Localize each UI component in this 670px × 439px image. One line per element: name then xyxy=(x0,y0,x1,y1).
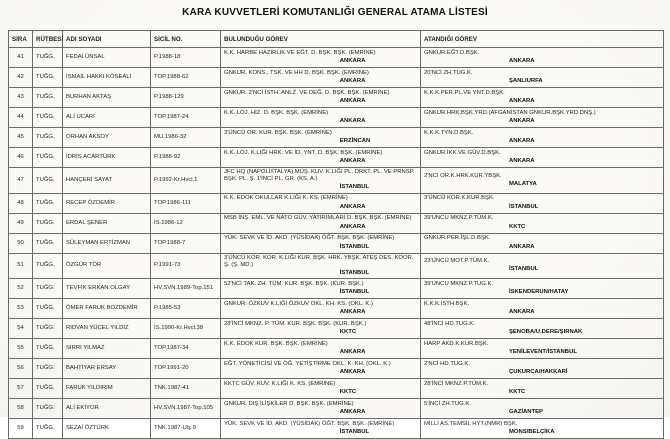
duty-location: GAZİANTEP xyxy=(508,409,543,416)
duty-location: İSTANBUL xyxy=(339,270,370,277)
duty-location: İSTANBUL xyxy=(339,429,370,436)
duty-text: GNKUR. KONS., TSK. VE HH D. BŞK. BŞK. (EMRİNE) xyxy=(224,69,369,76)
duty-location: ANKARA xyxy=(339,78,366,84)
cell-atandigi-gorev xyxy=(421,379,664,399)
duty-location: ANKARA xyxy=(339,158,366,164)
cell-bulundugu-gorev xyxy=(221,193,421,213)
duty-location: ERZİNCAN xyxy=(339,138,371,144)
duty-location: ANKARA xyxy=(339,98,366,104)
cell-sicil-no: TNK.1987-Ulş.9 xyxy=(151,419,221,439)
cell-adi-soyadi: BURHAN AKTAŞ xyxy=(63,88,151,108)
assignment-table xyxy=(8,30,664,439)
duty-text: K.K. HARBE HAZIRLIK VE EĞT. D. BŞK. BŞK. (EMRİNE) xyxy=(224,49,376,56)
cell-adi-soyadi: ALİ UCARI xyxy=(63,108,151,128)
duty-text: 23'ÜNCÜ MOT.P.TÜM.K. xyxy=(424,258,490,265)
table-row xyxy=(9,379,664,399)
cell-sira: 55 xyxy=(9,339,33,359)
cell-bulundugu-gorev xyxy=(221,48,421,68)
table-row xyxy=(9,253,664,279)
table-row xyxy=(9,233,664,253)
table-row xyxy=(9,88,664,108)
cell-sicil-no: TOP.1991-20 xyxy=(151,359,221,379)
cell-bulundugu-gorev xyxy=(221,299,421,319)
cell-rutbe: TUĞG. xyxy=(33,108,63,128)
cell-atandigi-gorev xyxy=(421,399,664,419)
column-header-sicil-no: SİCİL NO. xyxy=(151,31,221,48)
cell-atandigi-gorev xyxy=(421,48,664,68)
table-row xyxy=(9,213,664,233)
cell-sicil-no: P.1985-53 xyxy=(151,299,221,319)
cell-sicil-no: İS.1986-12 xyxy=(151,213,221,233)
cell-adi-soyadi: ÖMER FARUK BOZDEMİR xyxy=(63,299,151,319)
cell-rutbe: TUĞG. xyxy=(33,399,63,419)
table-row xyxy=(9,359,664,379)
cell-sicil-no: P.1988-18 xyxy=(151,48,221,68)
duty-location: ANKARA xyxy=(339,349,366,356)
table-row xyxy=(9,319,664,339)
duty-text: 3'ÜNCÜ KOR. KOR. K.LIĞI KUR. BŞK. HRK. YBŞK. ATEŞ DES. KOOR. Ş. (Ş. MD.) xyxy=(224,254,414,268)
cell-sicil-no: TOP.1986-111 xyxy=(151,193,221,213)
cell-rutbe: TUĞG. xyxy=(33,68,63,88)
table-row xyxy=(9,399,664,419)
duty-location: İSTANBUL xyxy=(339,243,370,250)
cell-sicil-no: İS.1990-Kr.Hvcl.38 xyxy=(151,319,221,339)
cell-rutbe: TUĞG. xyxy=(33,359,63,379)
cell-rutbe: TUĞG. xyxy=(33,299,63,319)
cell-sira: 46 xyxy=(9,148,33,168)
duty-location: KKTC xyxy=(339,329,357,336)
cell-atandigi-gorev xyxy=(421,279,664,299)
cell-sira: 56 xyxy=(9,359,33,379)
cell-bulundugu-gorev xyxy=(221,319,421,339)
cell-adi-soyadi: SIRRI YILMAZ xyxy=(63,339,151,359)
cell-bulundugu-gorev xyxy=(221,379,421,399)
duty-text: 48'İNCİ HD.TUG.K. xyxy=(424,321,475,328)
cell-rutbe: TUĞG. xyxy=(33,88,63,108)
duty-text: K.K. EDOK OKULLAR K.LIĞI K. KS. (EMRİNE) xyxy=(224,195,348,202)
cell-bulundugu-gorev xyxy=(221,108,421,128)
duty-location: ŞANLIURFA xyxy=(508,78,543,84)
cell-rutbe: TUĞG. xyxy=(33,279,63,299)
cell-rutbe: TUĞG. xyxy=(33,48,63,68)
duty-location: ANKARA xyxy=(339,309,366,316)
cell-sira: 57 xyxy=(9,379,33,399)
cell-adi-soyadi: ALİ EKİYOR xyxy=(63,399,151,419)
duty-location: YENİLEVENT/İSTANBUL xyxy=(508,349,577,356)
cell-sira: 52 xyxy=(9,279,33,299)
cell-atandigi-gorev xyxy=(421,419,664,439)
duty-location: ANKARA xyxy=(339,58,366,64)
cell-atandigi-gorev xyxy=(421,88,664,108)
duty-text: YÜK. SEVK VE İD. AKD. (YÜSİDAK) ÖĞT. BŞK. BŞK. (EMRİNE) xyxy=(224,421,395,428)
duty-location: ANKARA xyxy=(508,138,535,144)
cell-bulundugu-gorev xyxy=(221,253,421,279)
cell-bulundugu-gorev xyxy=(221,128,421,148)
duty-text: 20'NCİ ZH.TUG.K. xyxy=(424,69,473,76)
duty-location: MONS/BELÇİKA xyxy=(508,429,555,436)
duty-location: ANKARA xyxy=(339,203,366,210)
duty-text: K.K.K.TYN.D.BŞK. xyxy=(424,129,474,136)
duty-location: ÇUKURCA/HAKKARİ xyxy=(508,369,568,376)
cell-adi-soyadi: BAHTİYAR ERSAY xyxy=(63,359,151,379)
table-row xyxy=(9,299,664,319)
cell-atandigi-gorev xyxy=(421,168,664,194)
column-header-rutbesi: RÜTBESİ xyxy=(33,31,63,48)
cell-sicil-no: TOP.1987-24 xyxy=(151,108,221,128)
duty-text: 39'UNCU MKNZ.P.TÜM.K. xyxy=(424,215,494,222)
duty-location: İSKENDERUN/HATAY xyxy=(508,289,569,296)
cell-atandigi-gorev xyxy=(421,359,664,379)
cell-atandigi-gorev xyxy=(421,108,664,128)
duty-text: 2'NCİ HD.TUG.K. xyxy=(424,361,470,368)
cell-sicil-no: TNK.1987-41 xyxy=(151,379,221,399)
cell-sicil-no: TOP.1988-62 xyxy=(151,68,221,88)
cell-adi-soyadi: İSMAİL HAKKI KÖSEALİ xyxy=(63,68,151,88)
table-row xyxy=(9,148,664,168)
cell-bulundugu-gorev xyxy=(221,88,421,108)
duty-location: ANKARA xyxy=(508,158,535,164)
cell-adi-soyadi: HANÇERİ SAYAT xyxy=(63,168,151,194)
duty-text: YÜK. SEVK VE İD. AKD. (YÜSİDAK) ÖĞT. BŞK. BŞK. (EMRİNE) xyxy=(224,235,395,242)
cell-sicil-no: P.1988-92 xyxy=(151,148,221,168)
duty-location: ANKARA xyxy=(508,243,535,250)
cell-bulundugu-gorev xyxy=(221,68,421,88)
duty-text: 5'İNCİ ZH.TUG.K. xyxy=(424,401,471,408)
cell-rutbe: TUĞG. xyxy=(33,339,63,359)
cell-atandigi-gorev xyxy=(421,148,664,168)
cell-adi-soyadi: FARUK YILDIRIM xyxy=(63,379,151,399)
duty-text: 2'NCİ OR.K.HRK.KUR.YBŞK. xyxy=(424,172,502,179)
duty-location: ŞENOBA/U.DERE/ŞIRNAK xyxy=(508,329,583,336)
cell-sira: 58 xyxy=(9,399,33,419)
duty-location: ANKARA xyxy=(508,58,535,64)
cell-rutbe: TUĞG. xyxy=(33,319,63,339)
duty-text: K.K. LOJ. HİZ. D. BŞK. BŞK. (EMRİNE) xyxy=(224,109,329,116)
table-row xyxy=(9,193,664,213)
duty-text: 28'İNCİ MKNZ. P. TÜM. KUR. BŞK. BŞK. (KUR. BŞK.) xyxy=(224,321,367,328)
duty-text: 52'NCİ TAK. ZH. TÜM. KUR. BŞK. BŞK. (KUR. BŞK.) xyxy=(224,281,364,288)
cell-atandigi-gorev xyxy=(421,68,664,88)
cell-rutbe: TUĞG. xyxy=(33,128,63,148)
duty-text: 39'UNCU MKNZ.P.TUG.K. xyxy=(424,281,494,288)
cell-sira: 48 xyxy=(9,193,33,213)
cell-bulundugu-gorev xyxy=(221,148,421,168)
cell-rutbe: TUĞG. xyxy=(33,419,63,439)
duty-text: MİLLİ AS.TEMSİL HYT.(NMR) BŞK. xyxy=(424,421,518,428)
duty-text: HARP AKD.K.KUR.BŞK. xyxy=(424,341,489,348)
cell-sicil-no: P.1988-129 xyxy=(151,88,221,108)
cell-bulundugu-gorev xyxy=(221,233,421,253)
column-header-bulundugu-gorev: BULUNDUĞU GÖREV xyxy=(221,31,421,48)
duty-text: K.K.K.PER.PL.VE YNT.D.BŞK. xyxy=(424,89,505,96)
duty-text: GNKUR.EĞT.D.BŞK. xyxy=(424,49,480,56)
duty-location: ANKARA xyxy=(339,223,366,230)
table-row xyxy=(9,108,664,128)
duty-text: K.K. EDOK KUR. BŞK. BŞK. (EMRİNE) xyxy=(224,341,328,348)
cell-sira: 59 xyxy=(9,419,33,439)
cell-sira: 53 xyxy=(9,299,33,319)
duty-text: MSB İNŞ. EML. VE NATO GÜV. YATIRIMLARI D. BŞK. BŞK. (EMRİNE) xyxy=(224,215,412,222)
duty-location: İSTANBUL xyxy=(339,289,370,296)
cell-sira: 45 xyxy=(9,128,33,148)
duty-location: MALATYA xyxy=(508,180,537,187)
duty-text: 3'ÜNCÜ OR. KUR. BŞK. BŞK. (EMRİNE) xyxy=(224,129,332,136)
cell-adi-soyadi: ERDAL ŞENER xyxy=(63,213,151,233)
cell-atandigi-gorev xyxy=(421,128,664,148)
cell-sicil-no: TOP.1988-7 xyxy=(151,233,221,253)
cell-bulundugu-gorev xyxy=(221,419,421,439)
cell-sicil-no: P.1992-Kr.Hvcl.1 xyxy=(151,168,221,194)
duty-text: K.K.K.İSTH.BŞK. xyxy=(424,301,470,308)
duty-location: İSTANBUL xyxy=(508,266,539,273)
duty-location: ANKARA xyxy=(508,118,535,124)
cell-sira: 44 xyxy=(9,108,33,128)
cell-bulundugu-gorev xyxy=(221,339,421,359)
cell-sicil-no: HV.SVN.1989-Top.151 xyxy=(151,279,221,299)
cell-rutbe: TUĞG. xyxy=(33,213,63,233)
cell-sira: 51 xyxy=(9,253,33,279)
cell-rutbe: TUĞG. xyxy=(33,193,63,213)
cell-atandigi-gorev xyxy=(421,233,664,253)
table-header-row xyxy=(9,31,664,48)
cell-bulundugu-gorev xyxy=(221,359,421,379)
duty-text: GNKUR. 2'NCİ İSTH. ANLZ. VE DEĞ. D. BŞK. BŞK. (EMRİNE) xyxy=(224,89,390,96)
duty-location: KKTC xyxy=(339,389,357,396)
cell-sicil-no: TOP.1987-34 xyxy=(151,339,221,359)
cell-adi-soyadi: ORHAN AKSOY xyxy=(63,128,151,148)
duty-text: JFC HQ (NAPOLİ/İTALYA) MÜŞ. KUV. K.LIĞI PL. DRKT. PL. VE PRNSP. BŞK. PL. Ş. 1'İNCİ PL. GR. (KS. A.) xyxy=(224,169,415,183)
cell-sira: 42 xyxy=(9,68,33,88)
cell-rutbe: TUĞG. xyxy=(33,253,63,279)
duty-location: ANKARA xyxy=(508,309,535,316)
cell-adi-soyadi: RIDVAN YÜCEL YILDIZ xyxy=(63,319,151,339)
duty-location: ANKARA xyxy=(339,118,366,124)
table-row xyxy=(9,339,664,359)
table-row xyxy=(9,48,664,68)
cell-adi-soyadi: RECEP ÖZDEMİR xyxy=(63,193,151,213)
cell-sicil-no: MU.1986-32 xyxy=(151,128,221,148)
cell-rutbe: TUĞG. xyxy=(33,233,63,253)
column-header-atandigi-gorev: ATANDIĞI GÖREV xyxy=(421,31,664,48)
cell-atandigi-gorev xyxy=(421,253,664,279)
duty-location: KKTC xyxy=(508,223,526,230)
cell-bulundugu-gorev xyxy=(221,399,421,419)
cell-sicil-no: P.1991-73 xyxy=(151,253,221,279)
cell-adi-soyadi: SÜLEYMAN ERTİZMAN xyxy=(63,233,151,253)
duty-text: GNKUR.PER.İŞL.D.BŞK. xyxy=(424,235,491,242)
cell-bulundugu-gorev xyxy=(221,279,421,299)
duty-text: GNKUR.HRK.BŞK.YRD.(AFGANİSTAN GNKUR.BŞK.YRD.DNŞ.) xyxy=(424,109,596,116)
duty-location: ANKARA xyxy=(508,98,535,104)
duty-text: KKTC GÜV. KUV. K.LIĞI K. KS. (EMRİNE) xyxy=(224,381,336,388)
cell-sira: 43 xyxy=(9,88,33,108)
page-title: KARA KUVVETLERİ KOMUTANLIĞI GENERAL ATAMA LİSTESİ xyxy=(182,7,488,18)
duty-text: 28'İNCİ MKNZ.P.TÜM.K. xyxy=(424,381,489,388)
cell-atandigi-gorev xyxy=(421,299,664,319)
duty-location: İSTANBUL xyxy=(339,184,370,191)
table-body xyxy=(9,48,664,439)
table-row xyxy=(9,419,664,439)
table-row xyxy=(9,168,664,194)
cell-sicil-no: HV.SVN.1987-Top.105 xyxy=(151,399,221,419)
duty-location: İSTANBUL xyxy=(508,203,539,210)
cell-adi-soyadi: FEDAİ ÜNSAL xyxy=(63,48,151,68)
duty-location: KKTC xyxy=(508,389,526,396)
cell-bulundugu-gorev xyxy=(221,168,421,194)
duty-text: GNKUR. DIŞ İLİŞKİLER D. BŞK. BŞK. (EMRİNE) xyxy=(224,401,354,408)
cell-adi-soyadi: İDRİS ACARTÜRK xyxy=(63,148,151,168)
duty-text: GNKUR. ÖZKUV K.LIĞI ÖZKUV OKL. KH. KS. (OKL. K.) xyxy=(224,301,373,308)
duty-text: 3'ÜNCÜ KOR.K.KUR.BŞK. xyxy=(424,195,495,202)
cell-sira: 41 xyxy=(9,48,33,68)
cell-sira: 54 xyxy=(9,319,33,339)
cell-atandigi-gorev xyxy=(421,213,664,233)
duty-text: K.K. LOJ. K.LIĞI HRK. VE İD. YNT. D. BŞK. BŞK. (EMRİNE) xyxy=(224,149,383,156)
cell-sira: 47 xyxy=(9,168,33,194)
table-row xyxy=(9,128,664,148)
cell-sira: 49 xyxy=(9,213,33,233)
cell-adi-soyadi: SEZAİ ÖZTÜRK xyxy=(63,419,151,439)
table-row xyxy=(9,279,664,299)
cell-sira: 50 xyxy=(9,233,33,253)
table-row xyxy=(9,68,664,88)
column-header-sira: SIRA xyxy=(9,31,33,48)
cell-atandigi-gorev xyxy=(421,339,664,359)
cell-adi-soyadi: TEVFİK ERKAN OLGAY xyxy=(63,279,151,299)
duty-text: EĞT. YÖNETİCİSİ VE ÖĞ. YETİŞTİRME OKL. K. KH. (OKL. K.) xyxy=(224,361,391,368)
duty-location: ANKARA xyxy=(339,369,366,376)
cell-atandigi-gorev xyxy=(421,319,664,339)
cell-adi-soyadi: ÖZGÜR TÖR xyxy=(63,253,151,279)
cell-rutbe: TUĞG. xyxy=(33,148,63,168)
duty-location: ANKARA xyxy=(339,409,366,416)
cell-atandigi-gorev xyxy=(421,193,664,213)
cell-bulundugu-gorev xyxy=(221,213,421,233)
cell-rutbe: TUĞG. xyxy=(33,379,63,399)
column-header-adi-soyadi: ADI SOYADI xyxy=(63,31,151,48)
cell-rutbe: TUĞG. xyxy=(33,168,63,194)
duty-text: GNKUR.İKK.VE GÜV.D.BŞK. xyxy=(424,149,501,156)
